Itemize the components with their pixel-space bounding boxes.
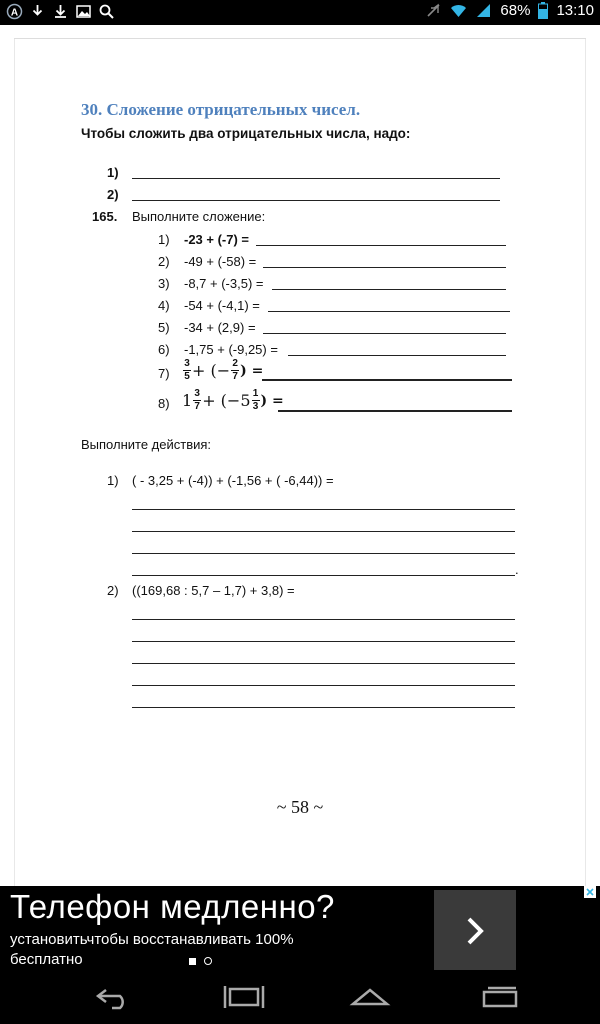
home-icon[interactable] bbox=[348, 982, 392, 1012]
answer-line bbox=[288, 355, 506, 356]
exercise-item-3-expr: -8,7 + (-3,5) = bbox=[184, 276, 264, 291]
recent-apps-icon[interactable] bbox=[222, 982, 266, 1012]
image-icon bbox=[75, 3, 92, 20]
ad-subtitle-cut[interactable]: бесплатно bbox=[10, 951, 83, 968]
exercise-item-6-number: 6) bbox=[158, 342, 170, 357]
answer-line bbox=[132, 685, 515, 686]
battery-icon bbox=[538, 2, 548, 19]
answer-line bbox=[132, 619, 515, 620]
rule-item-1-number: 1) bbox=[107, 165, 119, 180]
exercise-item-8-expr: 1 $\frac{3}{7}$ + (−5 $\frac{1}{3}$ ) = bbox=[182, 388, 284, 412]
document-page[interactable] bbox=[0, 25, 600, 886]
app-icon bbox=[6, 3, 23, 20]
exercise-item-5-expr: -34 + (2,9) = bbox=[184, 320, 256, 335]
exercise-item-4-expr: -54 + (-4,1) = bbox=[184, 298, 260, 313]
fraction: $\frac{3}{7}$ bbox=[194, 388, 200, 412]
answer-line bbox=[268, 311, 510, 312]
page-border bbox=[14, 39, 586, 886]
answer-line bbox=[278, 410, 512, 412]
svg-text:A: A bbox=[10, 7, 19, 19]
battery-percent: 68% bbox=[500, 2, 531, 19]
ad-banner[interactable] bbox=[0, 886, 600, 970]
answer-line bbox=[132, 663, 515, 664]
menu-icon[interactable] bbox=[478, 982, 522, 1012]
answer-line bbox=[263, 333, 506, 334]
exercise-number: 165. bbox=[92, 209, 118, 224]
answer-line bbox=[132, 531, 515, 532]
exercise-item-7-number: 7) bbox=[158, 366, 170, 381]
answer-line bbox=[132, 707, 515, 708]
fraction: $\frac{3}{5}$ bbox=[184, 358, 190, 382]
exercise-item-5-number: 5) bbox=[158, 320, 170, 335]
exercise-item-8-number: 8) bbox=[158, 396, 170, 411]
fraction: $\frac{2}{7}$ bbox=[232, 358, 238, 382]
exercise-item-1-number: 1) bbox=[158, 232, 170, 247]
ad-title[interactable]: Телефон медленно? bbox=[10, 888, 335, 925]
chevron-right-icon bbox=[460, 911, 490, 951]
ad-arrow-button[interactable] bbox=[434, 890, 516, 972]
signal-icon bbox=[475, 2, 492, 19]
section-subtitle: Чтобы сложить два отрицательных числа, надо: bbox=[81, 126, 411, 141]
page-dot bbox=[204, 957, 212, 965]
answer-line bbox=[132, 509, 515, 510]
back-icon[interactable] bbox=[92, 982, 136, 1012]
answer-line bbox=[262, 379, 512, 381]
exercise-item-2-expr: -49 + (-58) = bbox=[184, 254, 257, 269]
ad-choices-icon[interactable] bbox=[584, 886, 596, 898]
actions-heading: Выполните действия: bbox=[81, 437, 212, 452]
action-2-number: 2) bbox=[107, 583, 119, 598]
exercise-item-3-number: 3) bbox=[158, 276, 170, 291]
answer-line bbox=[272, 289, 506, 290]
answer-line bbox=[132, 641, 515, 642]
answer-line bbox=[256, 245, 506, 246]
page-number: ~ 58 ~ bbox=[276, 797, 324, 817]
action-2-expr: ((169,68 : 5,7 – 1,7) + 3,8) = bbox=[132, 583, 295, 598]
action-1-expr: ( - 3,25 + (-4)) + (-1,56 + ( -6,44)) = bbox=[132, 473, 334, 488]
section-title: 30. Сложение отрицательных чисел. bbox=[81, 100, 361, 119]
download-icon bbox=[52, 3, 69, 20]
answer-line bbox=[132, 575, 515, 576]
action-1-number: 1) bbox=[107, 473, 119, 488]
answer-line bbox=[132, 200, 500, 201]
rule-item-2-number: 2) bbox=[107, 187, 119, 202]
page-dot-active bbox=[189, 958, 196, 965]
answer-line bbox=[263, 267, 506, 268]
status-bar bbox=[0, 0, 600, 25]
answer-line bbox=[132, 553, 515, 554]
search-icon bbox=[98, 3, 115, 20]
answer-line bbox=[132, 178, 500, 179]
navigation-bar bbox=[0, 970, 600, 1024]
exercise-item-1-expr: -23 + (-7) = bbox=[184, 232, 250, 247]
wifi-icon bbox=[450, 2, 467, 19]
exercise-item-2-number: 2) bbox=[158, 254, 170, 269]
exercise-item-4-number: 4) bbox=[158, 298, 170, 313]
trailing-period: . bbox=[515, 562, 519, 577]
exercise-item-7-expr: $\frac{3}{5}$ + (− $\frac{2}{7}$ ) = bbox=[184, 358, 264, 382]
exercise-instruction: Выполните сложение: bbox=[132, 209, 266, 224]
download-icon bbox=[29, 3, 46, 20]
ad-page-indicator bbox=[189, 957, 212, 965]
exercise-item-6-expr: -1,75 + (-9,25) = bbox=[184, 342, 278, 357]
ad-subtitle[interactable]: установитьчтобы восстанавливать 100% bbox=[10, 931, 294, 948]
mute-icon bbox=[425, 2, 442, 19]
fraction: $\frac{1}{3}$ bbox=[252, 388, 259, 412]
clock: 13:10 bbox=[556, 2, 594, 19]
